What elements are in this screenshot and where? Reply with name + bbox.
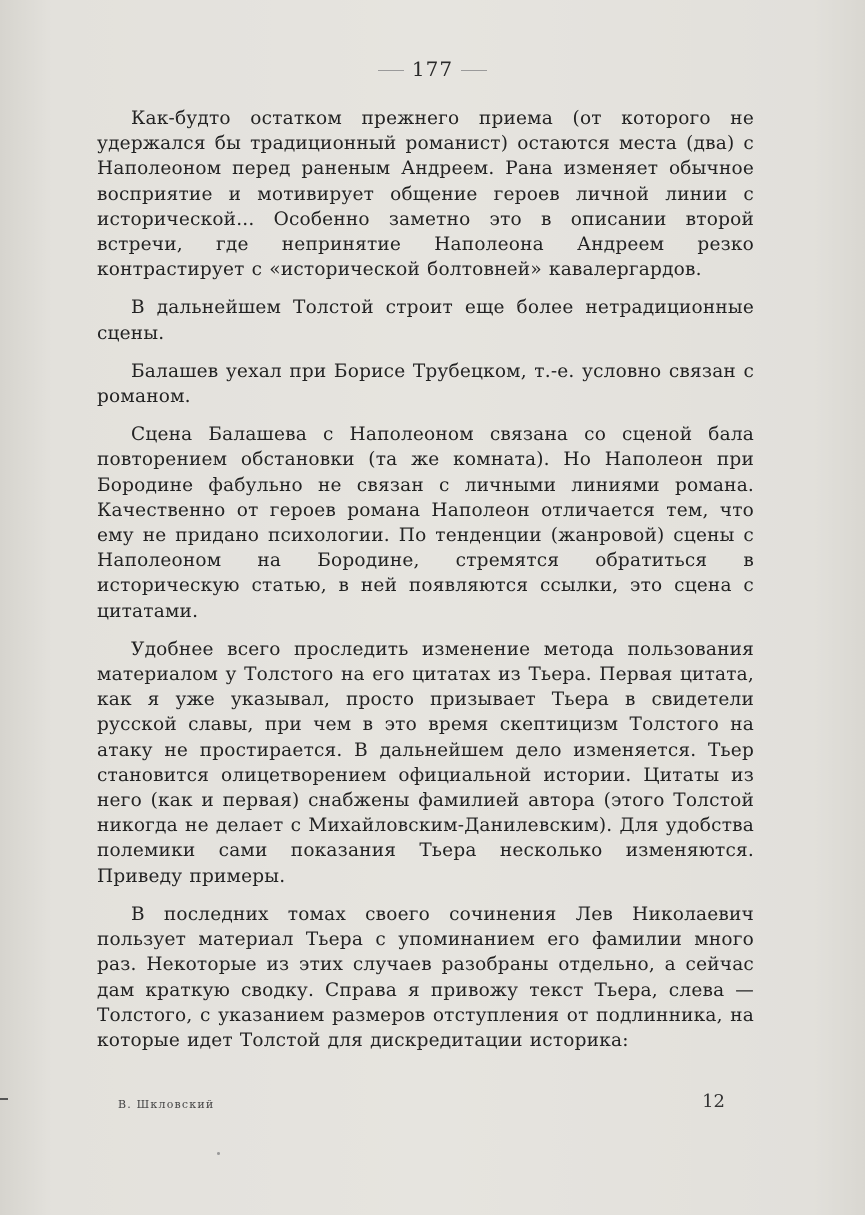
paragraph-3: Балашев уехал при Борисе Трубецком, т.-е. условно связан с романом. <box>97 360 754 408</box>
paper-speck <box>217 1152 220 1155</box>
paragraph-5: Удобнее всего проследить изменение метода пользования материалом у Толстого на его цитатах из Тьера. Первая цитата, как я уже указывал, просто призывает Тьера в свидетели русской славы, при чем в это время скептицизм Толстого на атаку не простирается. В дальнейшем дело изменяется. Тьер становится олицетворением официальной истории. Цитаты из него (как и первая) снабжены фамилией автора (этого Толстой никогда не делает с Михайловским-Данилевским). Для удобства полемики сами показания Тьера несколько изменяются. Приведу примеры. <box>97 638 754 887</box>
paragraph-2: В дальнейшем Толстой строит еще более нетрадиционные сцены. <box>97 297 754 344</box>
edge-mark <box>0 1098 8 1100</box>
body-text <box>97 106 754 1066</box>
footer-signature: В. Шкловский <box>118 1098 215 1111</box>
paragraph-6: В последних томах своего сочинения Лев Николаевич пользует материал Тьера с упоминанием его фамилии много раз. Некоторые из этих случаев разобраны отдельно, а сейчас дам краткую сводку. Справа я привожу текст Тьера, слева — Толстого, с указанием размеров отступления от подлинника, на которые идет Толстой для дискредитации историка: <box>97 903 754 1051</box>
paragraph-4: Сцена Балашева с Наполеоном связана со сценой бала повторением обстановки (та же комната). Но Наполеон при Бородине фабульно не связан с личными линиями романа. Качественно от героев романа Наполеон отличается тем, что ему не придано психологии. По тенденции (жанровой) сцены с Наполеоном на Бородине, стремятся обратиться в историческую статью, в ней появляются ссылки, это сцена с цитатами. <box>97 424 754 622</box>
page-number: 177 <box>0 57 865 81</box>
paragraph-1: Как-будто остатком прежнего приема (от которого не удержался бы традиционный романист) остаются места (два) с Наполеоном перед раненым Андреем. Рана изменяет обычное восприятие и мотивирует общение героев личной линии с исторической... Особенно заметно это в описании второй встречи, где непринятие Наполеона Андреем резко контрастирует с «исторической болтовней» кавалергардов. <box>97 108 754 281</box>
footer-sheet-number: 12 <box>702 1091 725 1112</box>
